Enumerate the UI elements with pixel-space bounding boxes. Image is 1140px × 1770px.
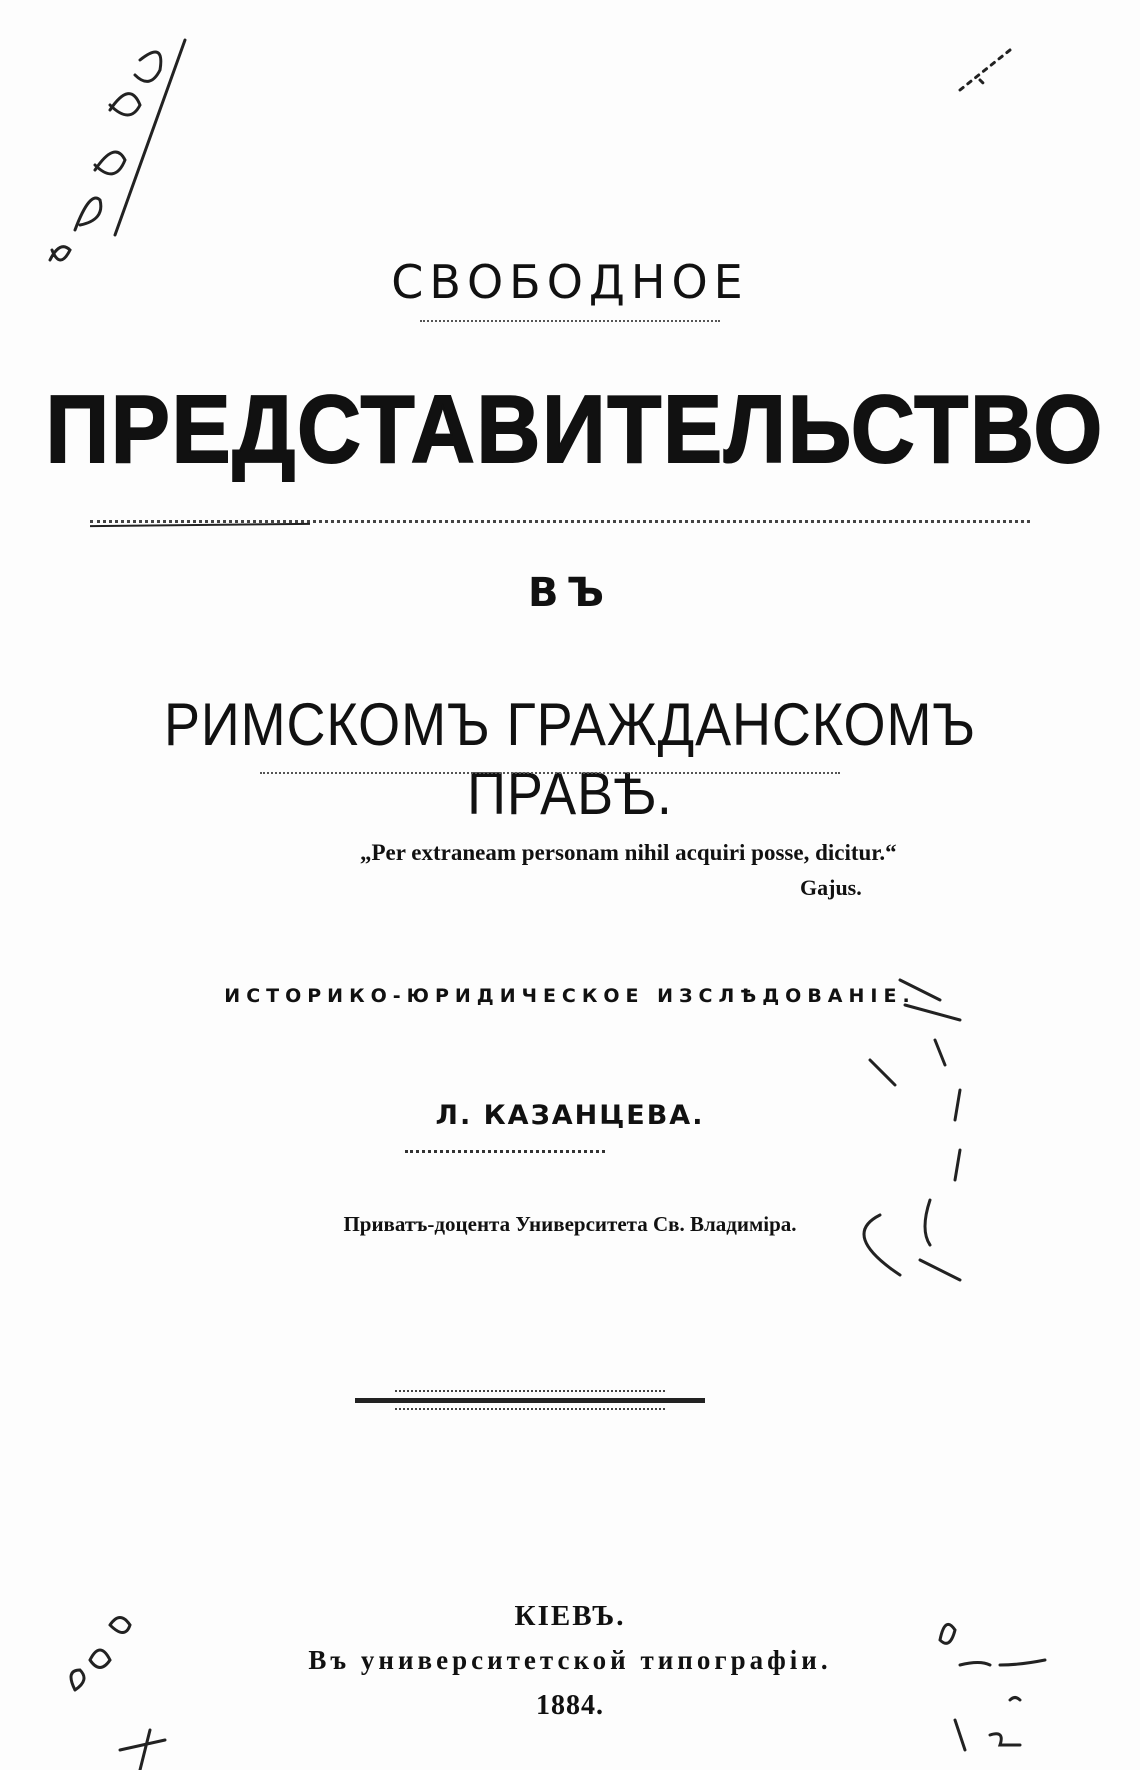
ornamental-rule-dots [395,1408,665,1410]
epigraph-author: Gajus. [800,875,862,900]
dotted-rule [90,520,1030,523]
dotted-rule [420,320,720,322]
title-line-3: ВЪ [527,570,613,616]
dotted-rule [260,772,840,774]
title-line-2: ПРЕДСТАВИТЕЛЬСТВО [45,376,1105,483]
marginal-note-top-left [50,52,161,260]
imprint-year: 1884. [536,1690,604,1721]
underline-stroke [90,523,310,527]
ornamental-rule-dots [395,1390,665,1392]
title-line-1: СВОБОДНОЕ [391,255,749,309]
author-position: Приватъ-доцента Университета Св. Владиміра. [343,1212,797,1236]
ornamental-rule [355,1398,705,1403]
marginal-note-bottom-right [940,1624,1045,1750]
author-underline [405,1150,605,1153]
author-name: Л. КАЗАНЦЕВА. [435,1100,705,1131]
title-line-4: РИМСКОМЪ ГРАЖДАНСКОМЪ ПРАВѢ. [164,691,976,827]
imprint-press: Въ университетской типографіи. [308,1645,832,1675]
imprint-city: КІЕВЪ. [514,1600,626,1632]
genre-line: ИСТОРИКО-ЮРИДИЧЕСКОЕ ИЗСЛѢДОВАНІЕ. [224,985,916,1007]
marginal-slash [115,40,185,235]
marginal-scribble-top-right [960,50,1010,90]
epigraph-text: „Per extraneam personam nihil acquiri posse, dicitur.“ [360,840,897,865]
